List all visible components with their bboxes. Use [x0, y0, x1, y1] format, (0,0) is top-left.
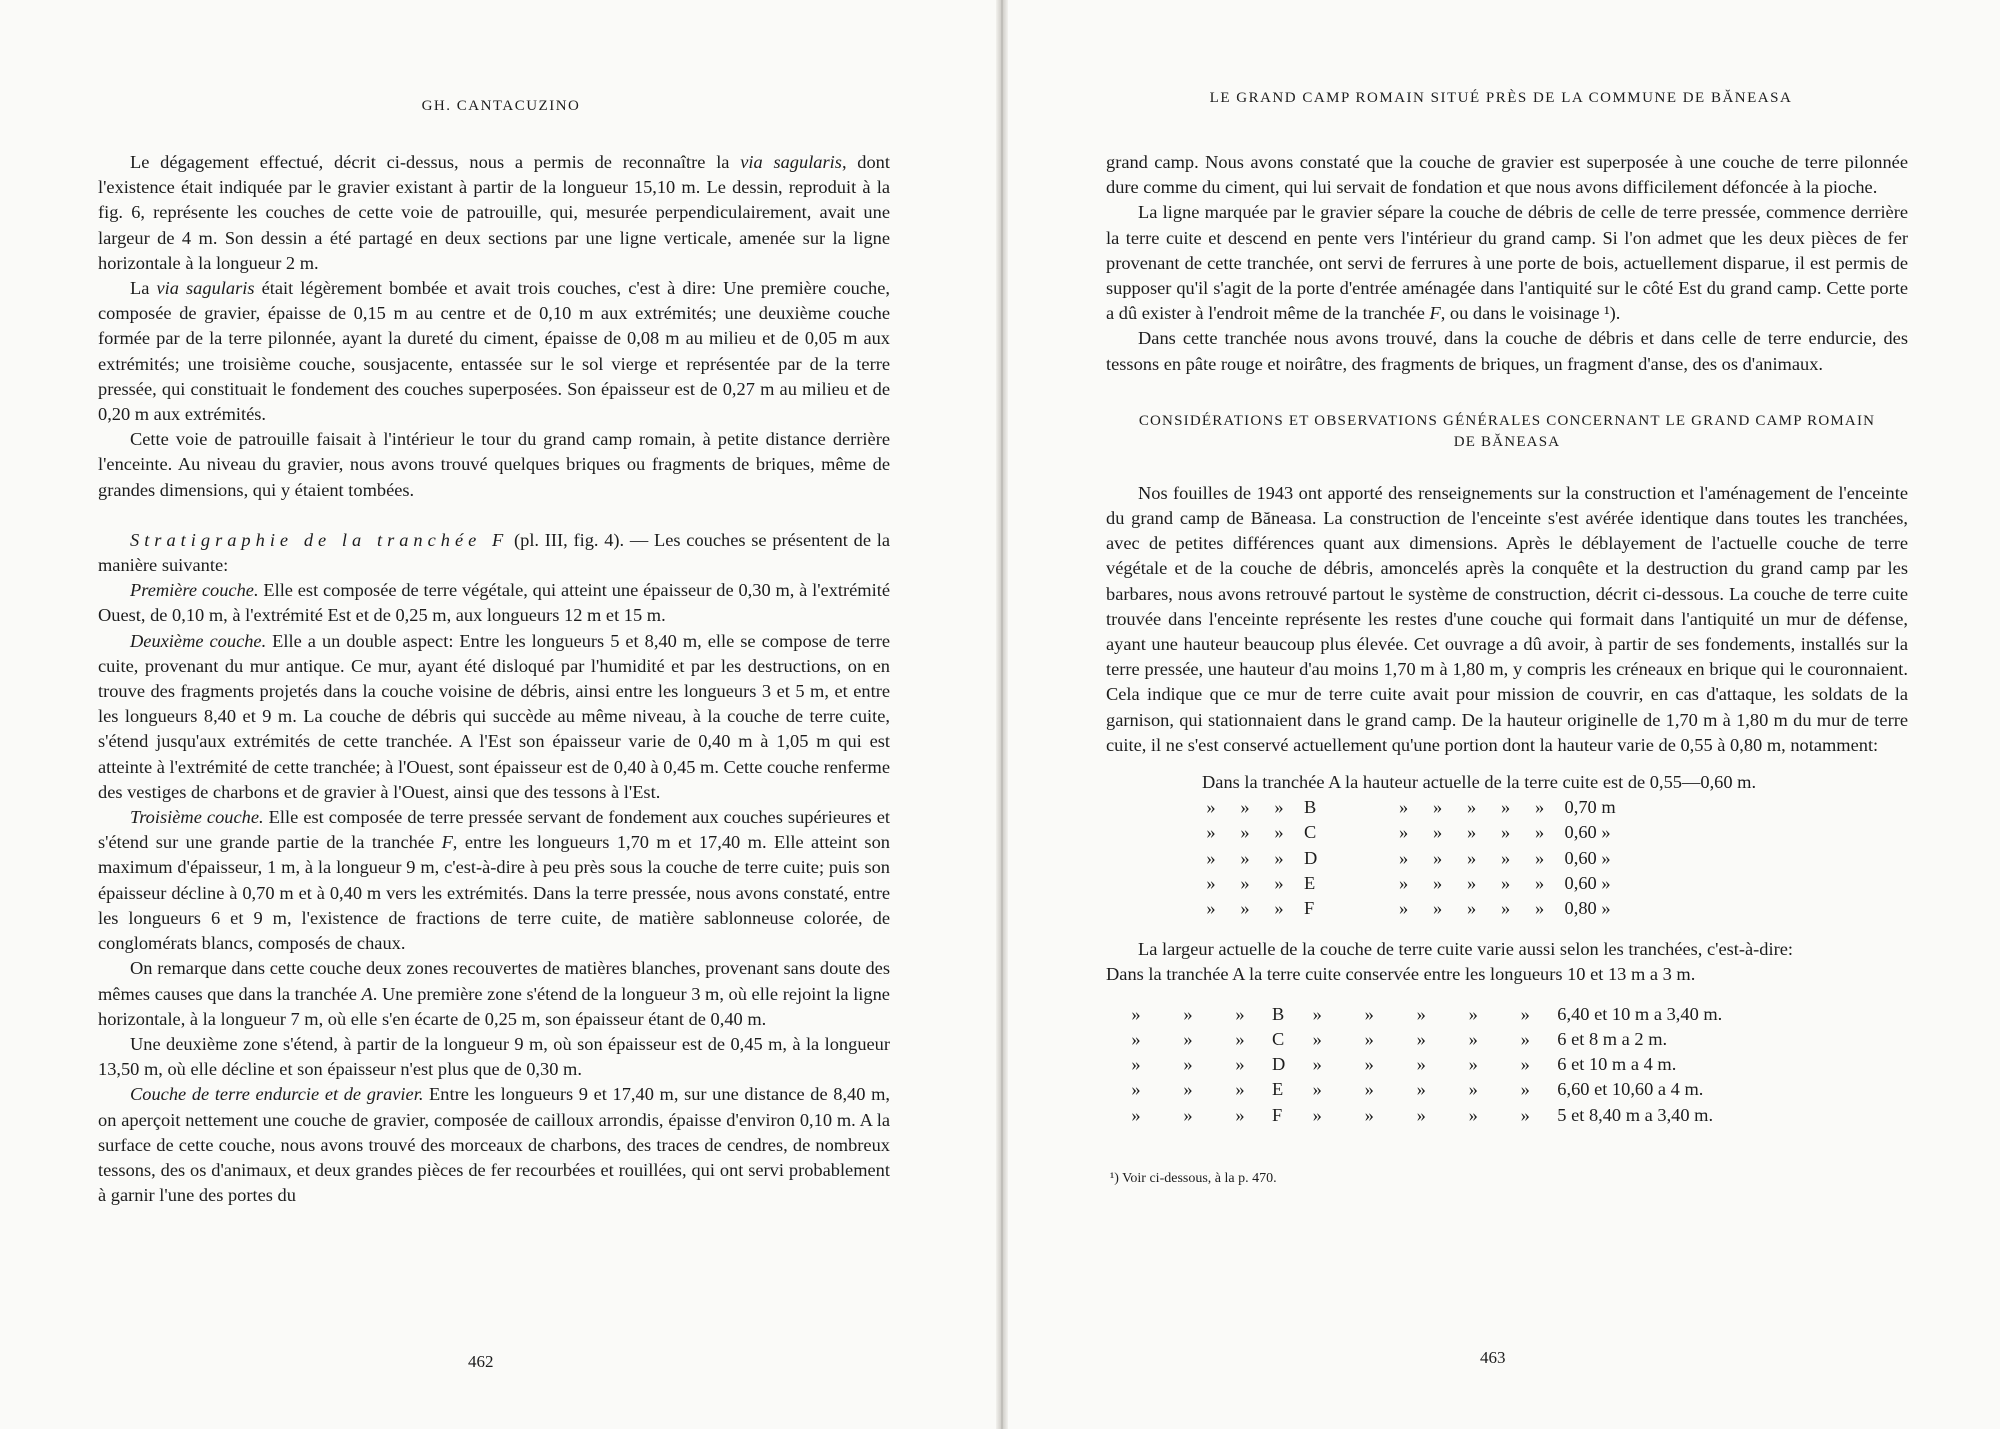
heights-row: » » » C » » » » » 0,60 »	[1206, 822, 1611, 843]
right-page-body	[1106, 150, 1908, 1191]
section-title: CONSIDÉRATIONS ET OBSERVATIONS GÉNÉRALES CONCERNANT LE GRAND CAMP ROMAIN DE BĂNEASA	[1138, 412, 1876, 450]
book-gutter	[996, 0, 1008, 1429]
widths-row: » » » E » » » » » 6,60 et 10,60 a 4 m.	[1131, 1079, 1704, 1100]
paragraph-second-zone: Une deuxième zone s'étend, à partir de la longueur 9 m, où son épaisseur est de 0,45 m, à la longueur 13,50 m, où elle décline et son épaisseur n'est plus que de 0,30 m.	[98, 1033, 890, 1080]
paragraph-gravel-line: La ligne marquée par le gravier sépare la couche de débris de celle de terre pressée, commence derrière la terre cuite et descend en pente vers l'intérieur du grand camp. Si l'on admet que les deux pièces de fer provenant de cette tranchée, ont servi de ferrures à une porte de bois, actuellement disparue, il est permis de supposer qu'il s'agit de la porte d'entrée aménagée dans l'antiquité sur le côté Est du grand camp. Cette porte a dû exister à l'endroit même de la tranchée F, ou dans le voisinage ¹).	[1106, 202, 1908, 324]
paragraph-general-observations: Nos fouilles de 1943 ont apporté des renseignements sur la construction et l'aménagement de l'enceinte du grand camp de Băneasa. La construction de l'enceinte s'est avérée identique dans toutes les tranchées, avec de petites différences quant aux dimensions. Après le déblayement de l'actuelle couche de terre végétale et de la couche de débris, amoncelés après la conquête et la destruction du grand camp par les barbares, nous avons retrouvé partout le système de construction, décrit ci-dessous. La couche de terre cuite trouvée dans l'enceinte représente les restes d'une couche qui formait dans l'antiquité un mur de défense, ayant une hauteur beaucoup plus élevée. Cet ouvrage a dû avoir, à partir de ses fondements, installés sur la terre pressée, une hauteur d'au moins 1,70 m à 1,80 m, y compris les créneaux en brique qui le couronnaient. Cela indique que ce mur de terre cuite avait pour mission de couvrir, en cas d'attaque, les soldats de la garnison, qui stationnaient dans le grand camp. De la hauteur originelle de 1,70 m à 1,80 m du mur de terre cuite, il ne s'est conservé actuellement qu'une portion dont la hauteur varie de 0,55 à 0,80 m, notamment:	[1106, 482, 1908, 755]
right-page	[1002, 0, 2000, 1429]
paragraph-width-intro: La largeur actuelle de la couche de terre cuite varie aussi selon les tranchées, c'est-à-dire:	[1138, 939, 1793, 960]
paragraph-continuation: grand camp. Nous avons constaté que la couche de gravier est superposée à une couche de terre pilonnée dure comme du ciment, qui lui servait de fondation et que nous avons difficilement défoncée à la pioche.	[1106, 152, 1908, 198]
paragraph-via-sagularis-intro: Le dégagement effectué, décrit ci-dessus, nous a permis de reconnaître la via sagularis, dont l'existence était indiquée par le gravier existant à partir de la longueur 15,10 m. Le dessin, reproduit à la fig. 6, représente les couches de cette voie de patrouille, qui, mesurée perpendiculairement, avait une largeur de 4 m. Son dessin a été partagé en deux sections par une ligne verticale, amenée sur la ligne horizontale à la longueur 2 m.	[98, 152, 890, 273]
heights-row: » » » E » » » » » 0,60 »	[1206, 872, 1611, 893]
paragraph-finds: Dans cette tranchée nous avons trouvé, dans la couche de débris et dans celle de terre endurcie, des tessons en pâte rouge et noirâtre, des fragments de briques, un fragment d'anse, des os d'animaux.	[1106, 328, 1908, 374]
paragraph-white-zones: On remarque dans cette couche deux zones recouvertes de matières blanches, provenant sans doute des mêmes causes que dans la tranchée A. Une première zone s'étend de la longueur 3 m, où elle rejoint la ligne horizontale, à la longueur 7 m, où elle s'en écarte de 0,25 m, son épaisseur étant de 0,40 m.	[98, 958, 890, 1029]
heights-row: » » » F » » » » » 0,80 »	[1206, 898, 1611, 919]
paragraph-width-first: Dans la tranchée A la terre cuite conservée entre les longueurs 10 et 13 m a 3 m.	[1106, 964, 1696, 985]
paragraph-via-sagularis-layers: La via sagularis était légèrement bombée et avait trois couches, c'est à dire: Une première couche, composée de gravier, épaisse de 0,15 m au centre et de 0,10 m aux extrémités; une deuxième couche formée par de la terre pilonnée, ayant la dureté du ciment, épaisse de 0,08 m au milieu et de 0,05 m aux extrémités; une troisième couche, sousjacente, entassée sur le sol vierge et représentée par de la terre pressée, qui constituait le fondement des couches superposées. Son épaisseur est de 0,27 m au milieu et de 0,20 m aux extrémités.	[98, 278, 890, 425]
widths-table	[1110, 1002, 1728, 1128]
page-number-right: 463	[1480, 1348, 1506, 1367]
running-head-right: LE GRAND CAMP ROMAIN SITUÉ PRÈS DE LA COMMUNE DE BĂNEASA	[1209, 90, 1793, 106]
paragraph-patrol-road: Cette voie de patrouille faisait à l'intérieur le tour du grand camp romain, à petite distance derrière l'enceinte. Au niveau du gravier, nous avons trouvé quelques briques ou fragments de briques, même de grandes dimensions, qui y étaient tombées.	[98, 429, 890, 500]
running-head-left: GH. CANTACUZINO	[421, 98, 581, 114]
paragraph-gravel-layer: Couche de terre endurcie et de gravier. Entre les longueurs 9 et 17,40 m, sur une distance de 8,40 m, on aperçoit nettement une couche de gravier, composée de cailloux arrondis, épaisse d'environ 0,10 m. A la surface de cette couche, nous avons trouvé des morceaux de charbons, des traces de cendres, de nombreux tessons, des os d'animaux, et deux grandes pièces de fer recourbées et rouillées, qui ont servi probablement à garnir l'une des portes du	[98, 1084, 890, 1206]
widths-row: » » » F » » » » » 5 et 8,40 m a 3,40 m.	[1131, 1104, 1714, 1125]
footnote: ¹) Voir ci-dessous, à la p. 470.	[1110, 1170, 1277, 1186]
heights-row-a: Dans la tranchée A la hauteur actuelle de la terre cuite est de 0,55—0,60 m.	[1202, 772, 1757, 793]
paragraph-first-layer: Première couche. Elle est composée de terre végétale, qui atteint une épaisseur de 0,30 m, à l'extrémité Ouest, de 0,10 m, à l'extrémité Est et de 0,25 m, aux longueurs 12 m et 15 m.	[98, 580, 890, 626]
widths-row: » » » B » » » » » 6,40 et 10 m a 3,40 m.	[1131, 1003, 1723, 1024]
paragraph-third-layer: Troisième couche. Elle est composée de terre pressée servant de fondement aux couches supérieures et s'étend sur une grande partie de la tranchée F, entre les longueurs 1,70 m et 17,40 m. Elle atteint son maximum d'épaisseur, 1 m, à la longueur 9 m, c'est-à-dire à peu près sous la couche de terre cuite; puis son épaisseur décline à 0,70 m et à 0,40 m vers les extrémités. Dans la terre pressée, nous avons constaté, entre les longueurs 6 et 9 m, l'existence de fractions de terre cuite, de matière sablonneuse colorée, de conglomérats blancs, composés de chaux.	[98, 807, 890, 954]
page-number-left: 462	[468, 1352, 494, 1371]
paragraph-stratigraphy-heading: Stratigraphie de la tranchée F (pl. III, fig. 4). — Les couches se présentent de la manière suivante:	[98, 529, 890, 576]
paragraph-second-layer: Deuxième couche. Elle a un double aspect: Entre les longueurs 5 et 8,40 m, elle se compose de terre cuite, provenant du mur antique. Ce mur, ayant été disloqué par l'humidité et par les destructions, on en trouve des fragments projetés dans la couche voisine de débris, ainsi entre les longueurs 3 et 5 m, et entre les longueurs 8,40 et 9 m. La couche de débris qui succède au même niveau, à la couche de terre cuite, s'étend jusqu'aux extrémités de cette tranchée. A l'Est son épaisseur varie de 0,40 m à 1,05 m qui est atteinte à l'extrémité de cette tranchée; à l'Ouest, sont épaisseur est de 0,40 à 0,45 m. Cette couche renferme des vestiges de charbons et de gravier à l'Ouest, ainsi que des tessons à l'Est.	[98, 630, 890, 802]
heights-row: » » » B » » » » » 0,70 m	[1206, 797, 1616, 818]
widths-row: » » » C » » » » » 6 et 8 m a 2 m.	[1131, 1028, 1668, 1049]
heights-row: » » » D » » » » » 0,60 »	[1206, 847, 1611, 868]
heights-table	[1194, 770, 1764, 921]
widths-row: » » » D » » » » » 6 et 10 m a 4 m.	[1131, 1054, 1677, 1075]
left-page-body	[98, 150, 890, 1208]
